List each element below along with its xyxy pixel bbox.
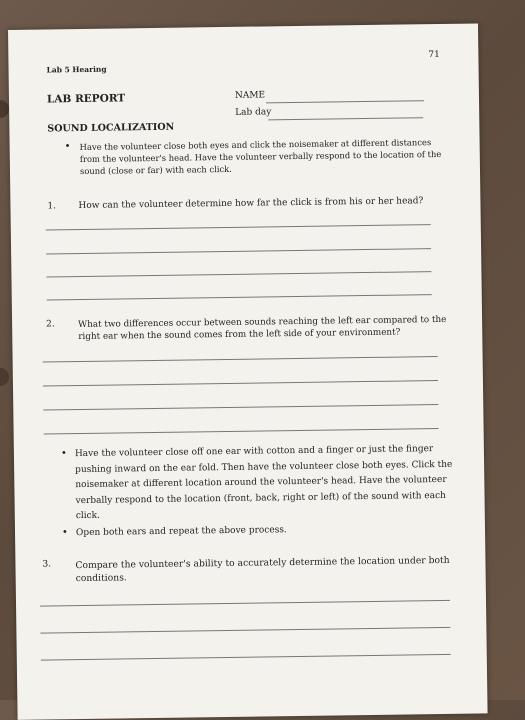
lab-day-line[interactable] — [268, 117, 423, 120]
answer-line[interactable] — [43, 404, 438, 411]
answer-line[interactable] — [46, 271, 431, 277]
answer-line[interactable] — [44, 428, 439, 435]
name-line[interactable] — [266, 100, 424, 103]
answer-line[interactable] — [46, 248, 431, 254]
bullet-marker: • — [61, 527, 69, 539]
answer-line[interactable] — [40, 600, 450, 607]
answer-line[interactable] — [46, 224, 431, 230]
question-1-number: 1. — [47, 201, 57, 212]
page-number: 71 — [428, 49, 440, 61]
bullet-marker: • — [64, 141, 71, 153]
answer-line[interactable] — [43, 356, 438, 363]
lab-report-page — [8, 23, 488, 719]
instruction-bullet-3: Open both ears and repeat the above process. — [75, 525, 287, 539]
report-title: LAB REPORT — [46, 92, 126, 106]
answer-line[interactable] — [40, 627, 450, 634]
instruction-bullet-2: Have the volunteer close off one ear with cotton and a finger or just the finger pushing inward on the ear fold. Then have the volunteer close both eyes. Click the noisemaker at different location around the volunteer's head. Have the volunteer verbally respond to the location (front, back, right or left) of the sound with each click. — [74, 444, 453, 522]
question-2-text: What two differences occur between sounds reaching the left ear compared to the right ear when the sound comes from the left side of your environment? — [78, 314, 447, 343]
instruction-bullet-1: Have the volunteer close both eyes and click the noisemaker at different distances from the volunteer's head. Have the volunteer verbally respond to the location of the sound (close or far) with each click. — [79, 137, 442, 177]
question-1-text: How can the volunteer determine how far the click is from his or her head? — [78, 196, 424, 212]
section-heading: SOUND LOCALIZATION — [47, 121, 175, 135]
answer-line[interactable] — [41, 654, 451, 661]
course-header: Lab 5 Hearing — [46, 64, 107, 75]
answer-line[interactable] — [43, 380, 438, 387]
question-3-text: Compare the volunteer's ability to accurately determine the location under both conditions. — [75, 554, 450, 585]
answer-line[interactable] — [47, 294, 432, 300]
question-3-number: 3. — [42, 559, 52, 570]
lab-day-label: Lab day — [235, 107, 272, 118]
name-label: NAME — [234, 90, 266, 101]
question-2-number: 2. — [46, 319, 55, 330]
binder-hole-middle — [0, 368, 9, 386]
bullet-marker: • — [60, 448, 67, 460]
binder-hole-top — [0, 100, 9, 118]
